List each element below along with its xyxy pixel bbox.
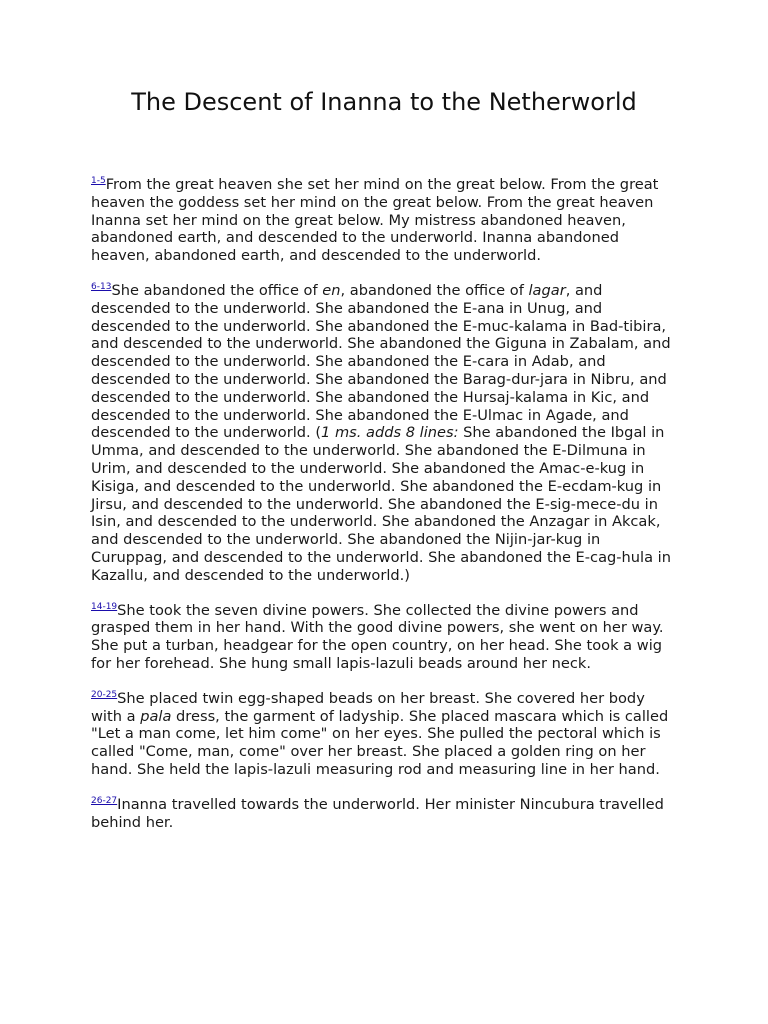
italic-text: lagar [528, 281, 566, 299]
paragraph [91, 690, 679, 779]
paragraph-text: , and descended to the underworld. She abandoned the E-ana in Unug, and descended to the underworld. She abandoned the E-muc-kalama in Bad-tibira, and descended to the underworld. She abandoned the Giguna in Zabalam, and descended to the underworld. She abandoned the E-cara in Adab, and descended to the underworld. She abandoned the Barag-dur-jara in Nibru, and descended to the underworld. She abandoned the Hursaj-kalama in Kic, and descended to the underworld. She abandoned the E-Ulmac in Agade, and descended to the underworld. ( [91, 281, 671, 442]
line-reference-link[interactable]: 6-13 [91, 281, 112, 292]
paragraph [91, 176, 679, 265]
paragraph-text: dress, the garment of ladyship. She placed mascara which is called "Let a man come, let him come" on her eyes. She pulled the pectoral which is called "Come, man, come" over her breast. She placed a golden ring on her hand. She held the lapis-lazuli measuring rod and measuring line in her hand. [91, 707, 669, 778]
paragraph-text: She placed twin egg-shaped beads on her breast. She covered her body with a [91, 689, 645, 725]
italic-text: en [322, 281, 341, 299]
paragraph-text: She abandoned the Ibgal in Umma, and descended to the underworld. She abandoned the E-Dilmuna in Urim, and descended to the underworld. She abandoned the Amac-e-kug in Kisiga, and descended to the underworld. She abandoned the E-ecdam-kug in Jirsu, and descended to the underworld. She abandoned the E-sig-mece-du in Isin, and descended to the underworld. She abandoned the Anzagar in Akcak, and descended to the underworld. She abandoned the Nijin-jar-kug in Curuppag, and descended to the underworld. She abandoned the E-cag-hula in Kazallu, and descended to the underworld.) [91, 424, 671, 584]
paragraph-text: She took the seven divine powers. She collected the divine powers and grasped them in her hand. With the good divine powers, she went on her way. She put a turban, headgear for the open country, on her head. She took a wig for her forehead. She hung small lapis-lazuli beads around her neck. [91, 601, 664, 672]
document-title: The Descent of Inanna to the Netherworld [131, 88, 637, 116]
paragraph-text: She abandoned the office of [111, 281, 323, 299]
paragraph [91, 796, 679, 832]
italic-text: pala [140, 707, 172, 725]
line-reference-link[interactable]: 20-25 [91, 689, 118, 700]
document-body [91, 176, 679, 848]
paragraph-text: From the great heaven she set her mind on the great below. From the great heaven the goddess set her mind on the great below. From the great heaven Inanna set her mind on the great below. My mistress abandoned heaven, abandoned earth, and descended to the underworld. Inanna abandoned heaven, abandoned earth, and descended to the underworld. [91, 176, 659, 265]
paragraph [91, 602, 679, 673]
line-reference-link[interactable]: 14-19 [91, 601, 118, 612]
line-reference-link[interactable]: 26-27 [91, 795, 118, 806]
italic-text: 1 ms. adds 8 lines: [321, 424, 459, 442]
paragraph [91, 282, 679, 585]
paragraph-text: Inanna travelled towards the underworld. Her minister Nincubura travelled behind her. [91, 795, 664, 831]
paragraph-text: , abandoned the office of [340, 281, 529, 299]
line-reference-link[interactable]: 1-5 [91, 176, 106, 186]
